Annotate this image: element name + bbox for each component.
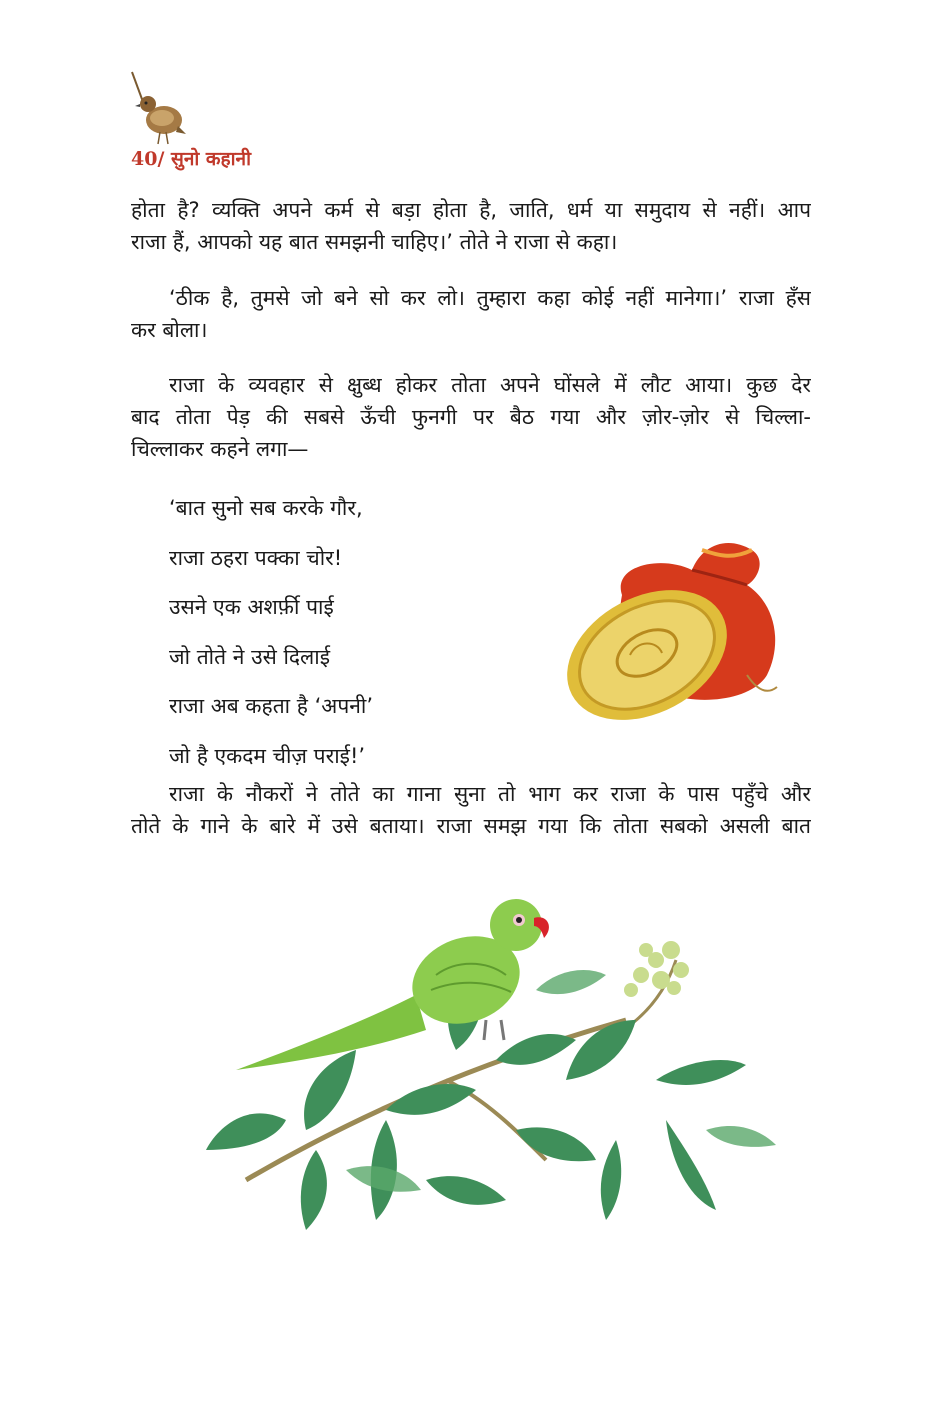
text-line: चिल्लाकर कहने लगा—	[131, 437, 309, 461]
paragraph-1	[131, 194, 811, 258]
text-line: राजा के व्यवहार से क्षुब्ध होकर तोता अपने घोंसले में लौट आया। कुछ देर	[169, 373, 811, 397]
poem-line: जो है एकदम चीज़ पराई!’	[169, 743, 366, 768]
poem-line: उसने एक अशर्फ़ी पाई	[169, 595, 334, 620]
text-line: तोते के गाने के बारे में उसे बताया। राजा समझ गया कि तोता सबको असली बात	[131, 814, 811, 838]
poem-line: ‘बात सुनो सब करके गौर,	[169, 496, 363, 520]
text-line: राजा हैं, आपको यह बात समझनी चाहिए।’ तोते ने राजा से कहा।	[131, 230, 618, 254]
poem	[169, 492, 373, 790]
poem-line: राजा ठहरा पक्का चोर!	[169, 545, 343, 570]
parrot-on-branch-illustration	[186, 880, 786, 1248]
paragraph-4	[131, 778, 811, 842]
text-line: ‘ठीक है, तुमसे जो बने सो कर लो। तुम्हारा कहा कोई नहीं मानेगा।’ राजा हँस	[169, 286, 811, 310]
text-line: कर बोला।	[131, 318, 208, 342]
text-line: बाद तोता पेड़ की सबसे ऊँची फुनगी पर बैठ गया और ज़ोर-ज़ोर से चिल्ला-	[131, 405, 811, 429]
paragraph-3	[131, 369, 811, 465]
gold-coin-pouch-illustration	[552, 525, 784, 725]
page-header: 40/ सुनो कहानी	[131, 148, 251, 170]
poem-line: जो तोते ने उसे दिलाई	[169, 644, 331, 669]
paragraph-2	[131, 282, 811, 346]
poem-line: राजा अब कहता है ‘अपनी’	[169, 694, 374, 719]
text-line: होता है? व्यक्ति अपने कर्म से बड़ा होता है, जाति, धर्म या समुदाय से नहीं। आप	[131, 198, 811, 222]
text-line: राजा के नौकरों ने तोते का गाना सुना तो भाग कर राजा के पास पहुँचे और	[169, 782, 811, 806]
sparrow-icon	[126, 70, 186, 148]
